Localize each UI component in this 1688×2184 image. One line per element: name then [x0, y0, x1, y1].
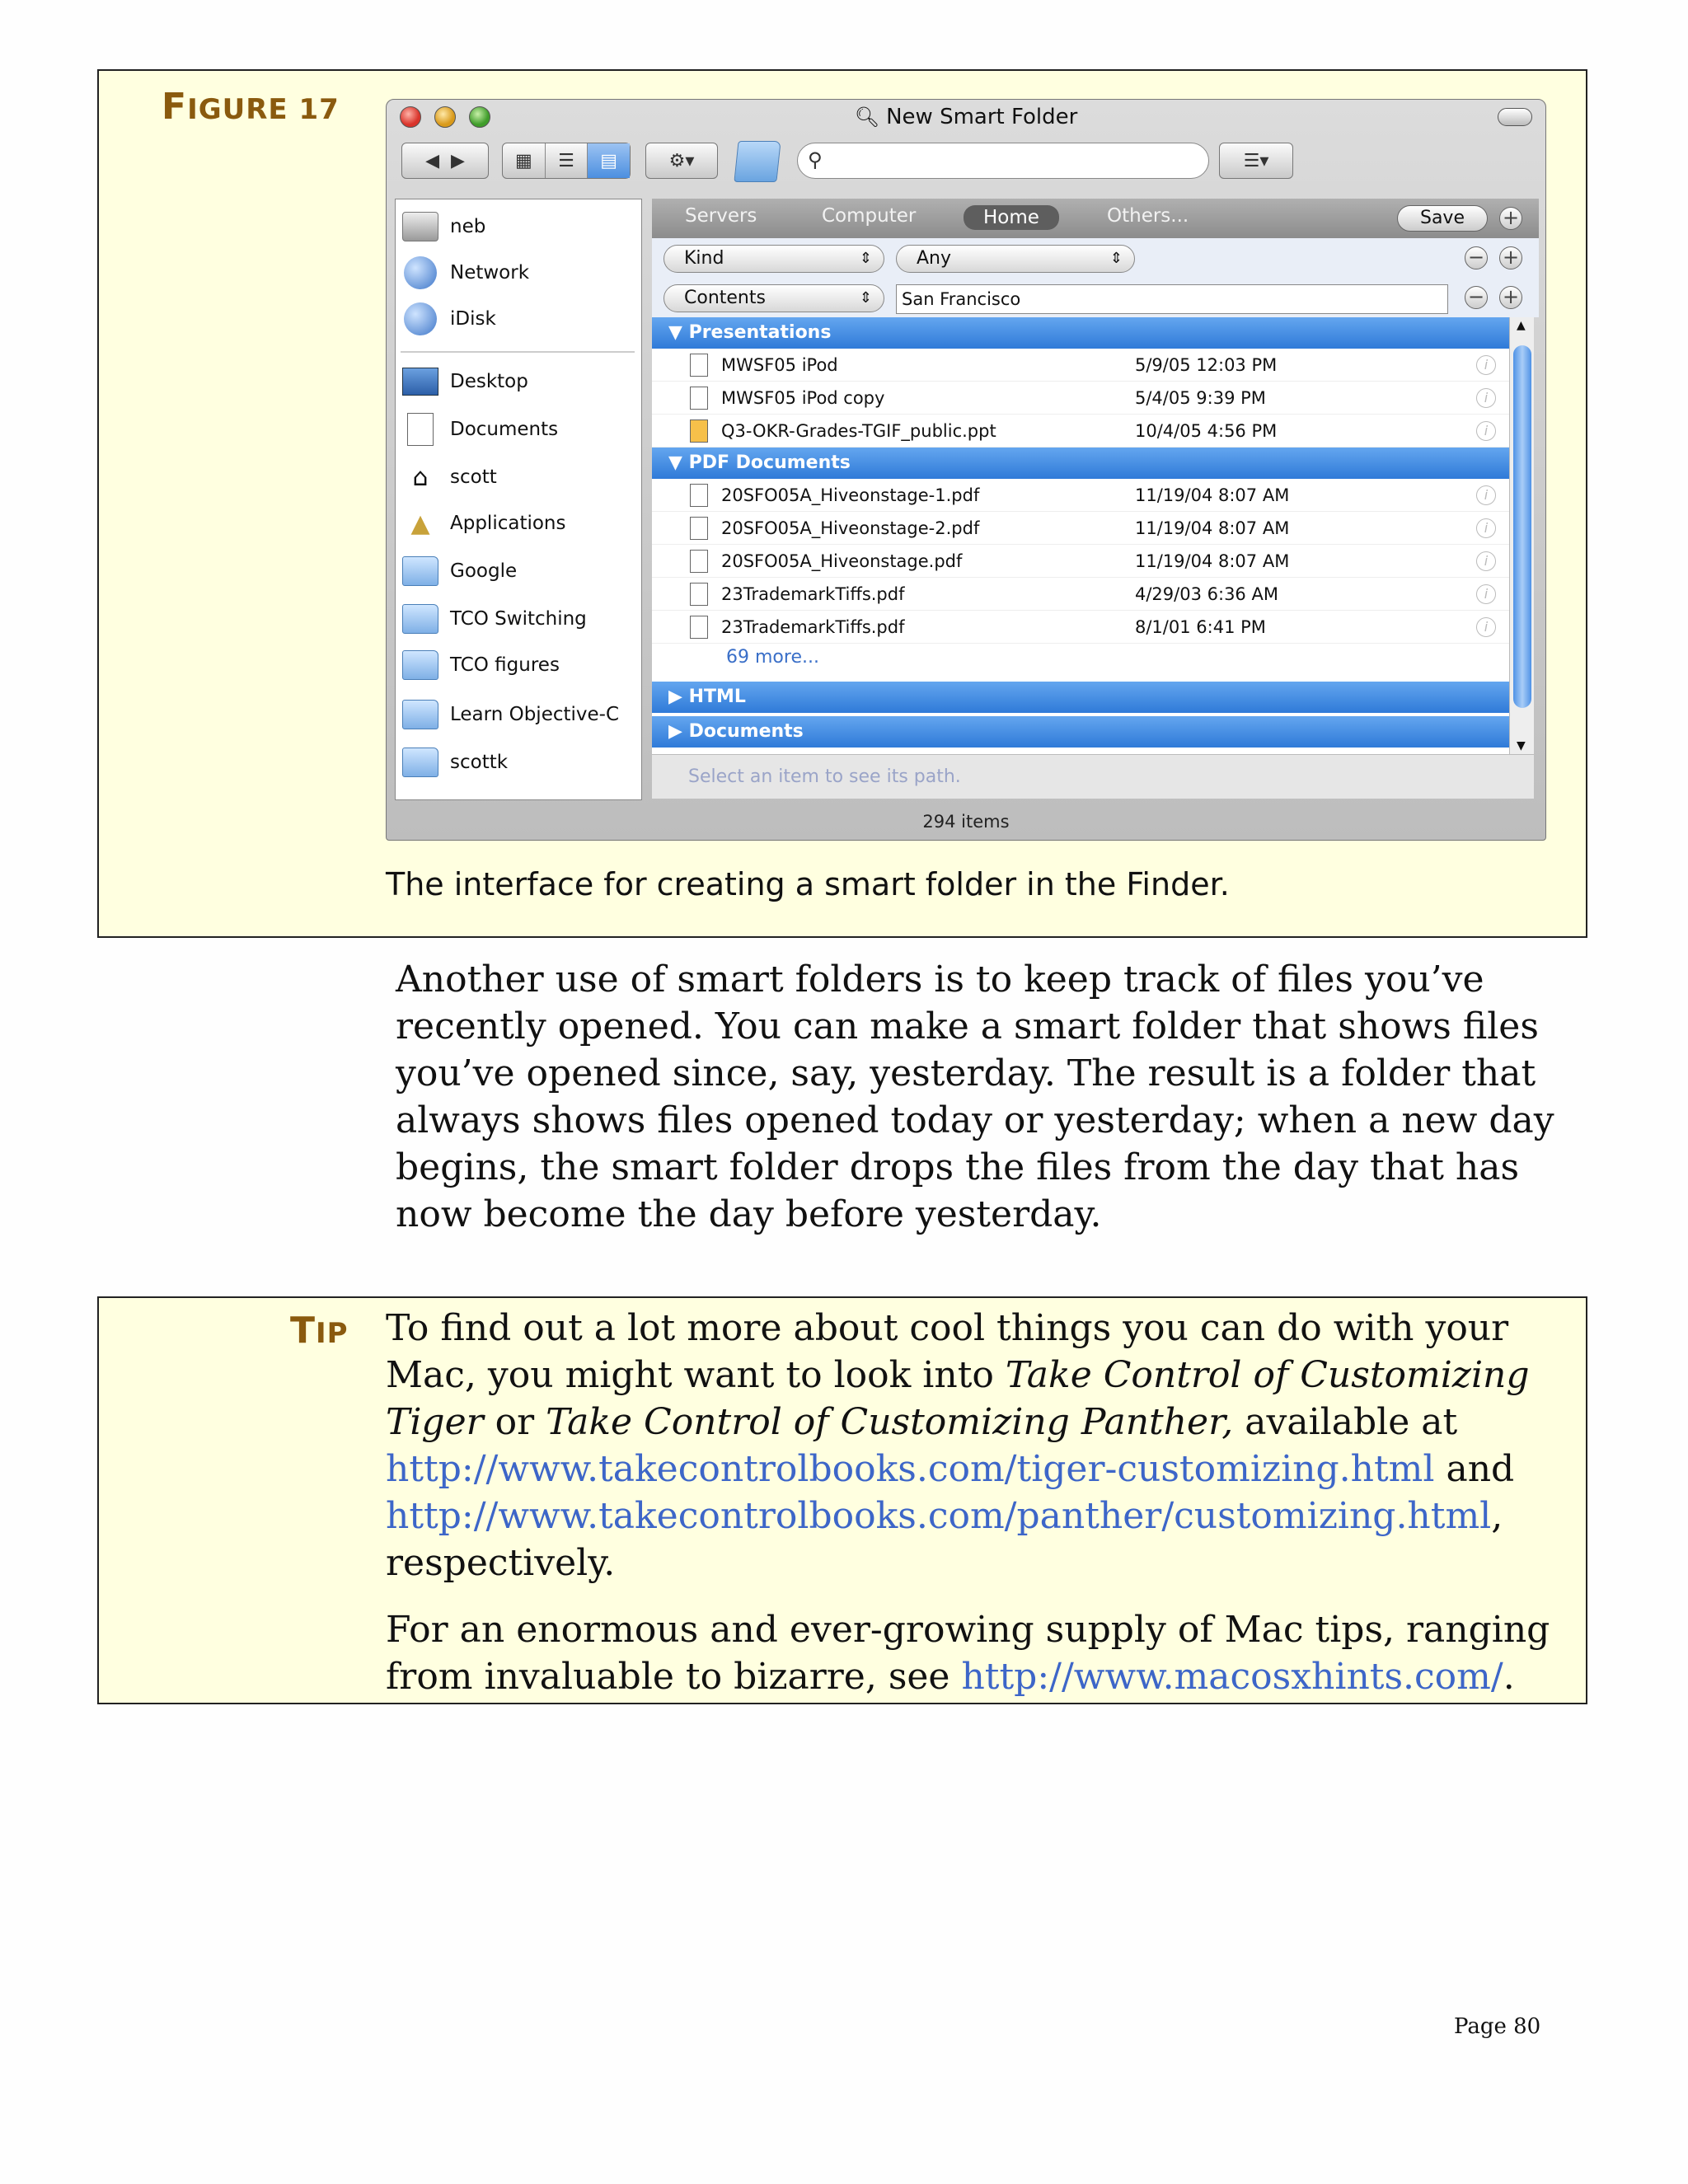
sidebar-item-tco-figures[interactable]	[402, 644, 560, 686]
more-results-link[interactable]: 69 more...	[726, 647, 819, 668]
updown-arrows-icon: ⇕	[1109, 250, 1123, 267]
file-name: 20SFO05A_Hiveonstage-2.pdf	[721, 518, 980, 538]
file-date: 11/19/04 8:07 AM	[1135, 485, 1290, 505]
file-date: 10/4/05 4:56 PM	[1135, 420, 1278, 441]
page-number: Page 80	[1454, 2014, 1541, 2039]
file-name: MWSF05 iPod copy	[721, 387, 885, 408]
view-mode-buttons	[502, 143, 631, 179]
tip-paragraph-1: To find out a lot more about cool things you can do with your Mac, you might want to look into Take Control of Customizing Tiger or Take Control of Customizing Panther, available at http://www.takecontrolbooks.com/tiger-customizing.html and http://www.takecontrolbooks.com/panther/customizing.html, respectively.	[386, 1307, 1530, 1584]
toolbar	[387, 136, 1545, 189]
scope-servers[interactable]: Servers	[685, 205, 757, 227]
tip-box	[97, 1296, 1587, 1704]
figure-label	[162, 86, 340, 128]
remove-criterion-button[interactable]: −	[1465, 286, 1488, 309]
sidebar-item-label: scott	[450, 466, 497, 488]
idisk-globe-icon	[404, 302, 437, 335]
file-name: 23TrademarkTiffs.pdf	[721, 616, 905, 637]
attribute-popup-label: Kind	[684, 248, 724, 269]
list-item[interactable]	[652, 415, 1509, 448]
list-item[interactable]	[652, 545, 1509, 578]
group-header-label: Documents	[688, 721, 804, 742]
file-date: 11/19/04 8:07 AM	[1135, 551, 1290, 571]
file-name: 23TrademarkTiffs.pdf	[721, 583, 905, 604]
pdf-icon	[690, 583, 708, 606]
item-count: 294 items	[922, 812, 1010, 832]
list-view-icon[interactable]: ☰	[546, 143, 588, 178]
sidebar-item-label: scottk	[450, 752, 509, 773]
add-criterion-button[interactable]: +	[1499, 246, 1522, 269]
info-icon[interactable]: i	[1476, 421, 1496, 441]
sidebar-item-label: TCO figures	[450, 654, 560, 676]
figure-label-initial: F	[162, 86, 188, 128]
sidebar-item-label: TCO Switching	[450, 608, 587, 630]
group-header-documents[interactable]: ▶ Documents	[652, 716, 1509, 748]
tip-label	[290, 1310, 349, 1352]
folder-icon	[402, 604, 438, 634]
book-title-tiger: Take Control of Customizing Tiger	[386, 1354, 1530, 1443]
pdf-icon	[690, 550, 708, 573]
remove-criterion-button[interactable]: −	[1465, 246, 1488, 269]
sidebar-item-label: iDisk	[450, 308, 496, 330]
home-icon: ⌂	[412, 462, 429, 492]
file-date: 11/19/04 8:07 AM	[1135, 518, 1290, 538]
pdf-icon	[690, 484, 708, 507]
add-criterion-button[interactable]: +	[1499, 286, 1522, 309]
scope-home[interactable]: Home	[964, 205, 1059, 230]
arrange-menu-button[interactable]	[1219, 143, 1293, 179]
pdf-icon	[690, 616, 708, 639]
magnifier-icon: 🔍︎	[854, 105, 880, 129]
sidebar-item-label: Google	[450, 560, 518, 582]
figure-label-rest: IGURE 17	[187, 93, 340, 126]
powerpoint-icon	[690, 419, 708, 443]
list-item[interactable]	[652, 479, 1509, 512]
group-header-pdf[interactable]: ▼ PDF Documents	[652, 448, 1509, 479]
network-globe-icon	[404, 256, 437, 289]
list-item[interactable]	[652, 578, 1509, 611]
column-view-icon[interactable]: ▤	[588, 143, 630, 178]
pdf-icon	[690, 517, 708, 540]
file-date: 8/1/01 6:41 PM	[1135, 616, 1266, 637]
sidebar-item-scottk[interactable]	[402, 742, 508, 783]
info-icon[interactable]: i	[1476, 485, 1496, 505]
sidebar-item-network[interactable]	[402, 252, 529, 293]
sidebar-item-scott[interactable]	[402, 457, 497, 498]
search-pane	[652, 199, 1539, 800]
sidebar-item-desktop[interactable]	[402, 361, 528, 402]
figure-caption: The interface for creating a smart folder in the Finder.	[386, 866, 1230, 902]
back-arrow-icon[interactable]: ◀	[425, 150, 439, 171]
file-name: 20SFO05A_Hiveonstage-1.pdf	[721, 485, 980, 505]
folder-icon	[402, 748, 438, 777]
attribute-popup-label: Contents	[684, 288, 766, 308]
info-icon[interactable]: i	[1476, 617, 1496, 637]
sidebar-item-tco-switching[interactable]	[402, 598, 587, 640]
scroll-up-arrow-icon[interactable]: ▲	[1517, 319, 1526, 332]
kind-value-label: Any	[917, 248, 952, 269]
scroll-down-arrow-icon[interactable]: ▼	[1517, 739, 1526, 752]
file-date: 5/9/05 12:03 PM	[1135, 354, 1278, 375]
file-name: MWSF05 iPod	[721, 354, 838, 375]
macosxhints-link[interactable]: http://www.macosxhints.com/	[961, 1656, 1503, 1698]
sidebar-item-label: Learn Objective-C	[450, 704, 620, 725]
sidebar-item-documents[interactable]	[402, 409, 558, 450]
file-date: 4/29/03 6:36 AM	[1135, 583, 1278, 604]
tip-paragraph-2: For an enormous and ever-growing supply of Mac tips, ranging from invaluable to bizarre, see http://www.macosxhints.com/.	[386, 1609, 1550, 1698]
add-criterion-button[interactable]: +	[1499, 207, 1522, 230]
hard-disk-icon	[402, 212, 438, 241]
attribute-popup[interactable]	[663, 284, 884, 312]
save-button[interactable]: Save	[1397, 205, 1488, 232]
folder-proxy-icon[interactable]	[734, 141, 781, 182]
updown-arrows-icon: ⇕	[859, 289, 872, 307]
list-item[interactable]	[652, 382, 1509, 415]
documents-icon	[407, 413, 434, 446]
file-name: 20SFO05A_Hiveonstage.pdf	[721, 551, 963, 571]
info-icon[interactable]: i	[1476, 388, 1496, 408]
list-item[interactable]	[652, 611, 1509, 644]
info-icon[interactable]: i	[1476, 355, 1496, 375]
info-icon[interactable]: i	[1476, 518, 1496, 538]
scope-bar	[652, 199, 1539, 238]
list-item[interactable]	[652, 512, 1509, 545]
sidebar-item-learn-objective-c[interactable]	[402, 694, 619, 735]
sidebar-item-applications[interactable]	[402, 503, 566, 544]
back-forward-buttons[interactable]	[401, 143, 489, 179]
criterion-row	[652, 238, 1539, 278]
gear-icon: ⚙▾	[668, 150, 695, 171]
folder-icon	[402, 556, 438, 586]
contents-field[interactable]: San Francisco	[896, 284, 1448, 314]
tip-label-initial: T	[290, 1310, 316, 1352]
list-item[interactable]	[652, 349, 1509, 382]
group-header-html[interactable]: ▶ HTML	[652, 682, 1509, 713]
criterion-row	[652, 278, 1539, 317]
kind-value-popup[interactable]	[896, 245, 1135, 273]
file-date: 5/4/05 9:39 PM	[1135, 387, 1266, 408]
title-bar	[387, 100, 1545, 133]
sidebar-item-label: Desktop	[450, 371, 528, 392]
folder-icon	[402, 650, 438, 680]
group-header-label: Presentations	[688, 322, 832, 343]
finder-window	[386, 99, 1546, 841]
book-title-panther: Take Control of Customizing Panther,	[546, 1401, 1234, 1443]
icon-view-icon[interactable]: ▦	[503, 143, 546, 178]
attribute-popup[interactable]	[663, 245, 884, 273]
sidebar-item-label: Applications	[450, 513, 566, 534]
group-header-label: HTML	[688, 687, 746, 707]
scope-others[interactable]: Others...	[1107, 205, 1189, 227]
document-icon	[690, 354, 708, 377]
search-icon: ⚲	[808, 148, 823, 171]
list-menu-icon: ☰▾	[1243, 150, 1269, 171]
updown-arrows-icon: ⇕	[859, 250, 872, 267]
search-field[interactable]	[797, 143, 1209, 179]
status-bar	[387, 805, 1545, 841]
sidebar-divider	[401, 351, 635, 353]
sidebar-item-neb[interactable]	[402, 206, 485, 247]
figure-box	[97, 69, 1587, 938]
applications-icon: ▲	[410, 509, 430, 538]
sidebar-item-label: neb	[450, 216, 486, 237]
results-list	[652, 317, 1509, 754]
action-menu-button[interactable]	[645, 143, 718, 179]
tiger-customizing-link[interactable]: http://www.takecontrolbooks.com/tiger-customizing.html	[386, 1448, 1435, 1490]
group-header-label: PDF Documents	[688, 452, 851, 473]
body-paragraph: Another use of smart folders is to keep track of files you’ve recently opened. You can make a smart folder that shows files you’ve opened since, say, yesterday. The result is a folder that always shows files opened today or yesterday; when a new day begins, the smart folder drops the files from the day that has now become the day before yesterday.	[396, 958, 1554, 1235]
vertical-scrollbar[interactable]	[1509, 317, 1534, 754]
folder-icon	[402, 700, 438, 729]
sidebar-item-label: Network	[450, 262, 530, 284]
info-icon[interactable]: i	[1476, 551, 1496, 571]
path-bar: Select an item to see its path.	[652, 754, 1534, 799]
document-icon	[690, 387, 708, 410]
window-title-text: New Smart Folder	[886, 105, 1078, 129]
group-header-presentations[interactable]: ▼ Presentations	[652, 317, 1509, 349]
info-icon[interactable]: i	[1476, 584, 1496, 604]
forward-arrow-icon[interactable]: ▶	[451, 150, 465, 171]
scroll-thumb[interactable]	[1513, 345, 1531, 708]
sidebar	[395, 199, 642, 800]
toolbar-toggle-button[interactable]	[1498, 108, 1532, 126]
sidebar-item-idisk[interactable]	[402, 298, 496, 340]
panther-customizing-link[interactable]: http://www.takecontrolbooks.com/panther/customizing.html	[386, 1495, 1492, 1537]
sidebar-item-label: Documents	[450, 419, 559, 440]
tip-label-rest: IP	[316, 1317, 349, 1350]
file-name: Q3-OKR-Grades-TGIF_public.ppt	[721, 420, 996, 441]
sidebar-item-google[interactable]	[402, 551, 517, 592]
scope-computer[interactable]: Computer	[822, 205, 917, 227]
window-title	[387, 105, 1545, 129]
desktop-icon	[402, 368, 438, 396]
